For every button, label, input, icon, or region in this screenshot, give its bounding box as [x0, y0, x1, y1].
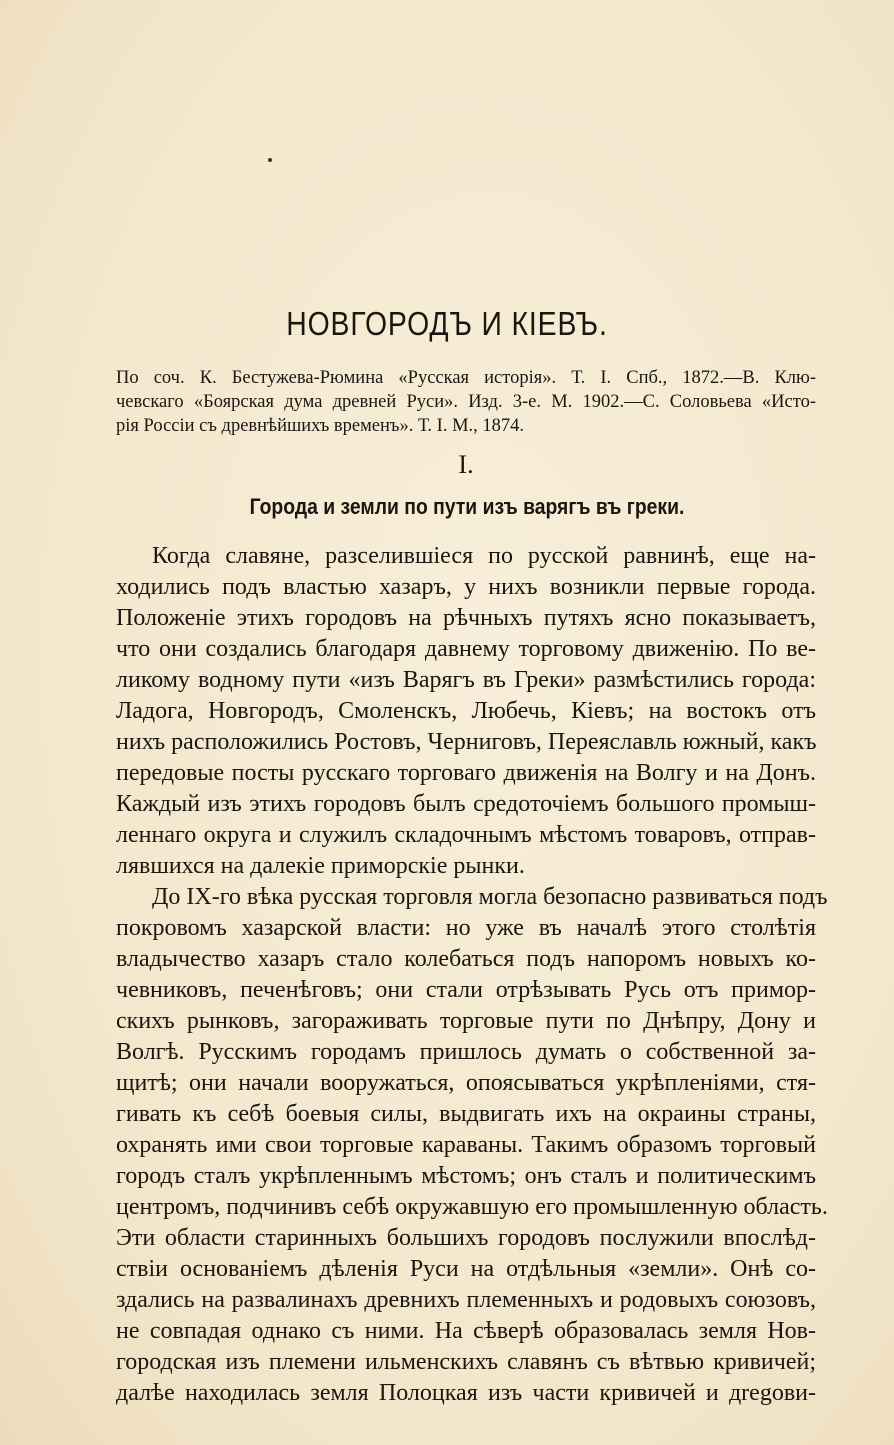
- text-line: нихъ расположились Ростовъ, Черниговъ, Переяславль южный, какъ: [116, 729, 817, 755]
- text-line: Волгѣ. Русскимъ городамъ пришлось думать о собственной за-: [116, 1039, 816, 1065]
- section-title: Города и земли по пути изъ варягъ въ греки.: [249, 494, 685, 519]
- text-line: Эти области старинныхъ большихъ городовъ послужили впослѣд-: [116, 1225, 816, 1251]
- text-line: центромъ, подчинивъ себѣ окружавшую его промышленную область.: [116, 1194, 828, 1220]
- text-line: Когда славяне, разселившіеся по русской равнинѣ, еще на-: [152, 543, 816, 569]
- chapter-title: НОВГОРОДЪ И КІЕВЪ.: [286, 305, 608, 342]
- text-line: передовые посты русскаго торговаго движенія на Волгу и на Донъ.: [116, 760, 816, 786]
- text-line: городская изъ племени ильменскихъ славянъ съ вѣтвью кривичей;: [116, 1349, 816, 1375]
- text-line: чевниковъ, печенѣговъ; они стали отрѣзывать Русь отъ примор-: [116, 977, 816, 1003]
- text-line: ликому водному пути «изъ Варягъ въ Греки» размѣстились города:: [116, 667, 816, 693]
- body-text: [116, 541, 828, 1409]
- text-line: владычество хазаръ стало колебаться подъ напоромъ новыхъ ко-: [116, 946, 816, 972]
- text-line: далѣе находилась земля Полоцкая изъ части кривичей и дregови-: [116, 1380, 816, 1406]
- text-line: лявшихся на далекіе приморскіе рынки.: [116, 853, 525, 879]
- text-line: Положеніе этихъ городовъ на рѣчныхъ путяхъ ясно показываетъ,: [116, 605, 816, 631]
- text-line: городъ сталъ укрѣпленнымъ мѣстомъ; онъ сталъ и политическимъ: [116, 1163, 816, 1189]
- ink-speck: [268, 158, 272, 162]
- text-line: ходились подъ властью хазаръ, у нихъ возникли первые города.: [116, 574, 816, 600]
- text-line: охранять ими свои торговые караваны. Такимъ образомъ торговый: [116, 1132, 816, 1158]
- text-line: гивать къ себѣ боевыя силы, выдвигать ихъ на окраины страны,: [116, 1101, 816, 1127]
- text-line: леннаго округа и служилъ складочнымъ мѣстомъ товаровъ, отправ-: [116, 822, 816, 848]
- source-citation: [116, 366, 816, 438]
- text-line: скихъ рынковъ, загораживать торговые пути по Днѣпру, Дону и: [116, 1008, 816, 1034]
- section-number: I.: [458, 450, 474, 479]
- citation-line: чевскаго «Боярская дума древней Руси». Изд. 3-е. М. 1902.—С. Соловьева «Исто-: [116, 392, 816, 412]
- text-line: Каждый изъ этихъ городовъ былъ средоточіемъ большого промыш-: [116, 791, 816, 817]
- text-line: здались на развалинахъ древнихъ племенныхъ и родовыхъ союзовъ,: [116, 1287, 816, 1313]
- text-line: щитѣ; они начали вооружаться, опоясываться укрѣпленіями, стя-: [116, 1070, 816, 1096]
- text-line: не совпадая однако съ ними. На сѣверѣ образовалась земля Нов-: [116, 1318, 816, 1344]
- citation-line: По соч. К. Бестужева-Рюмина «Русская исторія». Т. I. Спб., 1872.—В. Клю-: [116, 368, 816, 388]
- text-line: ствіи основаніемъ дѣленія Руси на отдѣльныя «земли». Онѣ со-: [116, 1256, 816, 1282]
- text-line: Ладога, Новгородъ, Смоленскъ, Любечь, Кіевъ; на востокъ отъ: [116, 698, 816, 724]
- text-line: До IX-го вѣка русская торговля могла безопасно развиваться подъ: [152, 884, 828, 910]
- text-line: что они создались благодаря давнему торговому движенію. По ве-: [116, 636, 816, 662]
- citation-line: рія Россіи съ древнѣйшихъ временъ». Т. I. М., 1874.: [116, 416, 525, 436]
- text-line: покровомъ хазарской власти: но уже въ началѣ этого столѣтія: [116, 915, 816, 941]
